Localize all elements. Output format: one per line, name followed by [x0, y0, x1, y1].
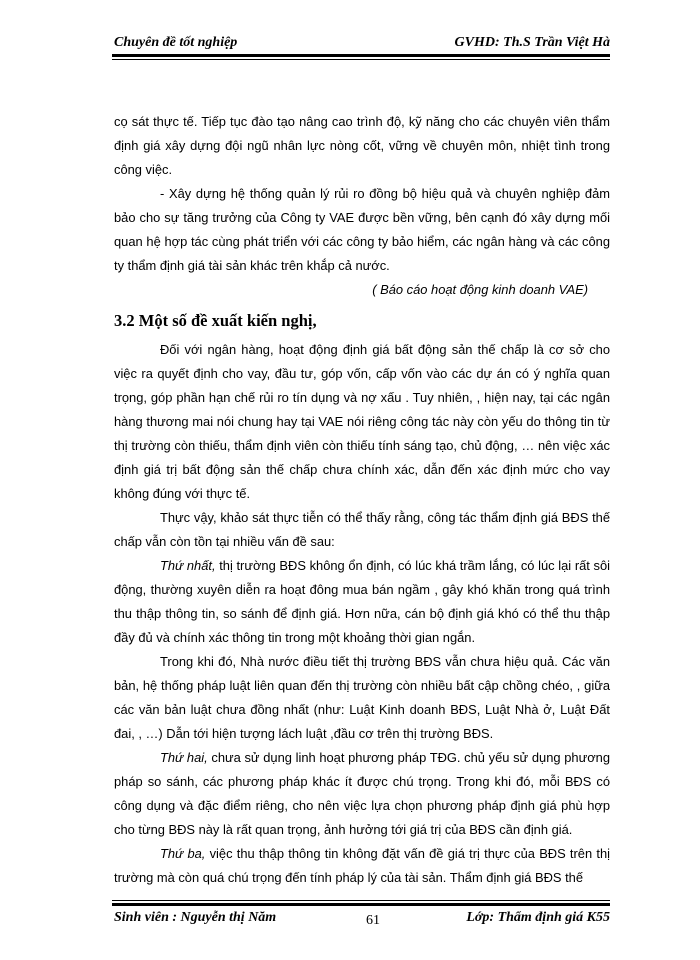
header-rule-thick [112, 54, 610, 57]
paragraph-first-issue [114, 554, 610, 650]
paragraph-survey: Thực vậy, khảo sát thực tiễn có thể thấy rằng, công tác thẩm định giá BĐS thế chấp vẫn còn tồn tại nhiều vấn đề sau: [114, 510, 610, 549]
header-supervisor: GVHD: Th.S Trần Việt Hà [454, 35, 610, 50]
paragraph-third-issue [114, 842, 610, 890]
paragraph-risk-management: - Xây dựng hệ thống quản lý rủi ro đồng bộ hiệu quả và chuyên nghiệp đảm bảo cho sự tăng trưởng của Công ty VAE được bền vững, bên cạnh đó xây dựng mối quan hệ hợp tác cùng phát triển với các công ty bảo hiểm, các ngân hàng và các công ty thẩm định giá tài sản khác trên khắp cả nước. [114, 186, 610, 273]
paragraph-banks: Đối với ngân hàng, hoạt động định giá bất động sản thế chấp là cơ sở cho việc ra quyết định cho vay, đầu tư, góp vốn, cấp vốn vào các dự án có ý nghĩa quan trọng, góp phần hạn chế rủi ro tín dụng và nợ xấu . Tuy nhiên, , hiện nay, tại các ngân hàng thương mai nói chung hay tại VAE nói riêng công tác này còn yếu do thông tin từ thị trường còn thiếu, thẩm định viên còn thiếu tính sáng tạo, chủ động, … nên việc xác định giá trị bất động sản thế chấp chưa chính xác, dẫn đến xác định mức cho vay không đúng với thực tế. [114, 342, 610, 501]
second-issue-lead: Thứ hai, [160, 750, 208, 765]
page-body [114, 110, 610, 890]
second-issue-text: chưa sử dụng linh hoạt phương pháp TĐG. chủ yếu sử dụng phương pháp so sánh, các phương pháp khác ít được chú trọng. Trong khi đó, mỗi BĐS có công dụng và đặc điểm riêng, cho nên việc lựa chọn phương pháp định giá phù hợp cho từng BĐS này là rất quan trọng, ảnh hưởng tới giá trị của BĐS cần định giá. [114, 750, 610, 837]
page-number: 61 [366, 913, 380, 928]
footer-student: Sinh viên : Nguyễn thị Năm [114, 910, 277, 925]
paragraph-second-issue [114, 746, 610, 842]
first-issue-text: thị trường BĐS không ổn định, có lúc khá trầm lắng, có lúc lại rất sôi động, thường xuyên diễn ra hoạt đông mua bán ngầm , gây khó khăn trong quá trình thu thập thông tin, so sánh để định giá. Hơn nữa, cán bộ định giá khó có thể thu thập đầy đủ và chính xác thông tin trong một khoảng thời gian ngắn. [114, 558, 610, 645]
third-issue-text: việc thu thập thông tin không đặt vấn đề giá trị thực của BĐS trên thị trường mà còn quá chú trọng đến tính pháp lý của tài sản. Thẩm định giá BĐS thế [114, 846, 610, 885]
header-rule-thin [112, 59, 610, 60]
paragraph-continuation: cọ sát thực tế. Tiếp tục đào tạo nâng cao trình độ, kỹ năng cho các chuyên viên thẩm định giá xây dựng đội ngũ nhân lực nòng cốt, vững về chuyên môn, nhiệt tình trong công việc. [114, 114, 610, 177]
third-issue-lead: Thứ ba, [160, 846, 206, 861]
first-issue-lead: Thứ nhất, [160, 558, 216, 573]
source-citation: ( Báo cáo hoạt động kinh doanh VAE) [372, 282, 588, 297]
footer-rule-thin [112, 900, 610, 901]
footer-rule-thick [112, 903, 610, 906]
page-footer [114, 909, 610, 929]
paragraph-state-regulation: Trong khi đó, Nhà nước điều tiết thị trường BĐS vẫn chưa hiệu quả. Các văn bản, hệ thống pháp luật liên quan đến thị trường còn nhiều bất cập chồng chéo, , giữa các văn bản luật chưa đồng nhất (như: Luật Kinh doanh BĐS, Luật Nhà ở, Luật Đất đai, , …) Dẫn tới hiện tượng lách luật ,đầu cơ trên thị trường BĐS. [114, 654, 610, 741]
page-header [114, 34, 610, 54]
footer-class: Lớp: Thẩm định giá K55 [466, 910, 610, 925]
header-document-type: Chuyên đề tốt nghiệp [114, 35, 238, 50]
section-heading: 3.2 Một số đề xuất kiến nghị, [114, 311, 317, 330]
